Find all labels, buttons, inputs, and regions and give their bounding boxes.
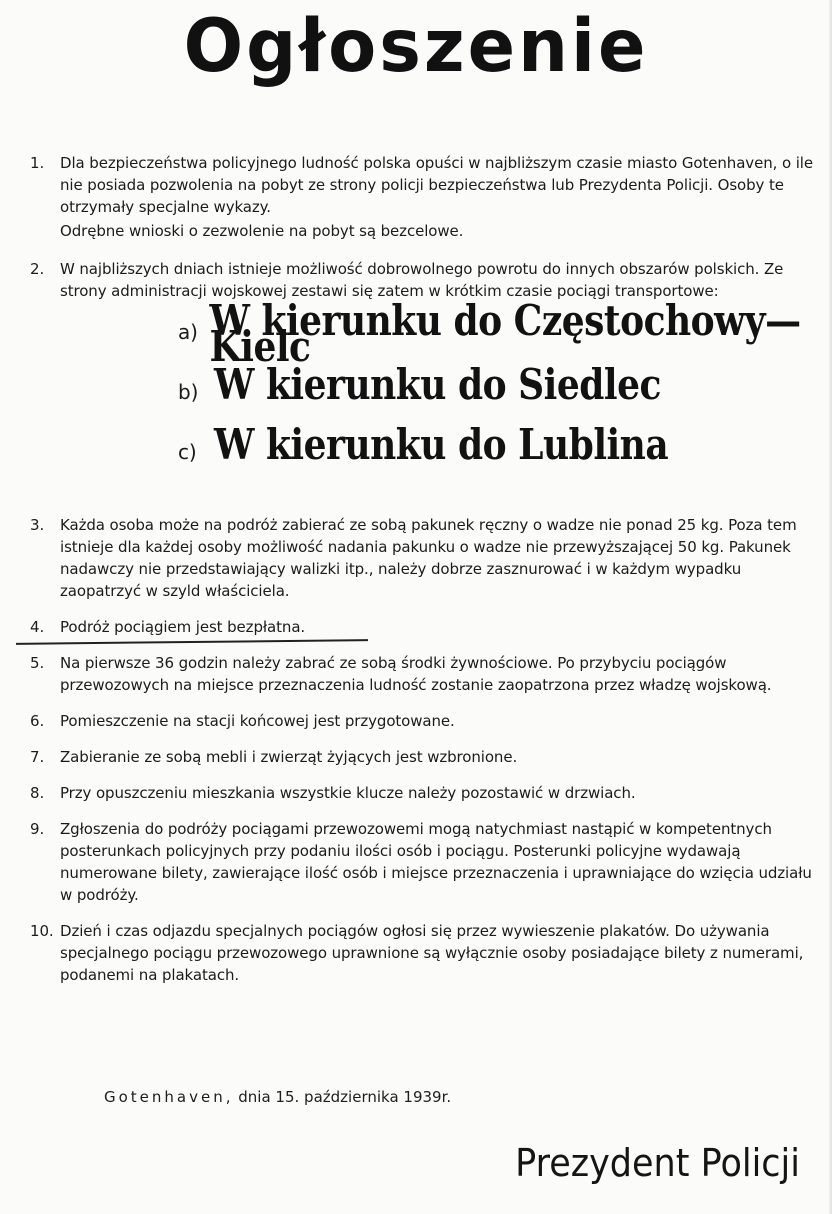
list-item xyxy=(30,782,815,804)
list-item xyxy=(30,152,815,242)
item-number: 1. xyxy=(30,154,45,172)
underline-mark xyxy=(16,639,368,645)
notice-items xyxy=(30,152,815,986)
direction-text: W kierunku do Lublina xyxy=(214,420,669,470)
item-number: 2. xyxy=(30,260,45,278)
train-directions xyxy=(178,296,815,496)
item-number: 4. xyxy=(30,618,45,636)
list-item xyxy=(30,514,815,602)
direction-text: W kierunku do Częstochowy—Kielc xyxy=(209,296,801,372)
item-number: 5. xyxy=(30,654,45,672)
item-text: Zabieranie ze sobą mebli i zwierząt żyjących jest wzbronione. xyxy=(60,748,518,766)
direction-text: W kierunku do Siedlec xyxy=(214,360,661,410)
list-item xyxy=(30,652,815,696)
direction-letter: c) xyxy=(178,440,197,464)
item-number: 8. xyxy=(30,784,45,802)
notice-title: Ogłoszenie xyxy=(183,2,649,90)
list-item xyxy=(30,710,815,732)
item-extra-text: Odrębne wnioski o zezwolenie na pobyt są bezcelowe. xyxy=(60,222,464,240)
list-item xyxy=(30,258,815,496)
item-text: Dla bezpieczeństwa policyjnego ludność polska opuści w najbliższym czasie miasto Gotenhaven, o ile nie posiada pozwolenia na pobyt ze strony policji bezpieczeństwa lub Prezydenta Policji. Osoby te otrzymały specjalne wykazy. xyxy=(60,154,813,216)
item-number: 6. xyxy=(30,712,45,730)
item-text: W najbliższych dniach istnieje możliwość dobrowolnego powrotu do innych obszarów polskich. Ze strony administracji wojskowej zestawi się zatem w krótkim czasie pociągi transportowe: xyxy=(60,260,784,300)
list-item xyxy=(30,746,815,768)
date-text: dnia 15. października 1939r. xyxy=(238,1088,452,1106)
item-text: Na pierwsze 36 godzin należy zabrać ze sobą środki żywnościowe. Po przybyciu pociągów przewozowych na miejsce przeznaczenia ludność zostanie zaopatrzona przez władzę wojskową. xyxy=(60,654,772,694)
item-number: 9. xyxy=(30,820,45,838)
item-text: Pomieszczenie na stacji końcowej jest przygotowane. xyxy=(60,712,455,730)
signature: Prezydent Policji xyxy=(515,1142,800,1186)
item-text: Każda osoba może na podróż zabierać ze sobą pakunek ręczny o wadze nie ponad 25 kg. Poza tem istnieje dla każdej osoby możliwość nadania pakunku o wadze nie przewyższającej 50 kg. Pakunek nadawczy nie przedstawiający walizki itp., należy dobrze zasznurować i w każdym wypadku zaopatrzyć w szyld właściciela. xyxy=(60,516,797,600)
direction-lublin xyxy=(178,420,815,496)
list-item xyxy=(30,616,815,638)
notice-date xyxy=(104,1088,451,1106)
item-text: Przy opuszczeniu mieszkania wszystkie klucze należy pozostawić w drzwiach. xyxy=(60,784,636,802)
item-text: Zgłoszenia do podróży pociągami przewozowemi mogą natychmiast nastąpić w kompetentnych posterunkach policyjnych przy podaniu ilości osób i pociągu. Posterunki policyjne wydawają numerowane bilety, zawierające ilość osób i miejsce przeznaczenia i uprawniające do wzięcia udziału w podróży. xyxy=(60,820,812,904)
date-place: Gotenhaven, xyxy=(104,1088,234,1106)
list-item xyxy=(30,920,815,986)
direction-letter: a) xyxy=(178,320,198,344)
item-number: 3. xyxy=(30,516,45,534)
item-number: 7. xyxy=(30,748,45,766)
item-text: Dzień i czas odjazdu specjalnych pociągów ogłosi się przez wywieszenie plakatów. Do używania specjalnego pociągu przewozowego uprawnione są wyłącznie osoby posiadające bilety z numerami, podanemi na plakatach. xyxy=(60,922,804,984)
list-item xyxy=(30,818,815,906)
item-number: 10. xyxy=(30,922,54,940)
direction-letter: b) xyxy=(178,380,199,404)
item-text: Podróż pociągiem jest bezpłatna. xyxy=(60,618,306,636)
